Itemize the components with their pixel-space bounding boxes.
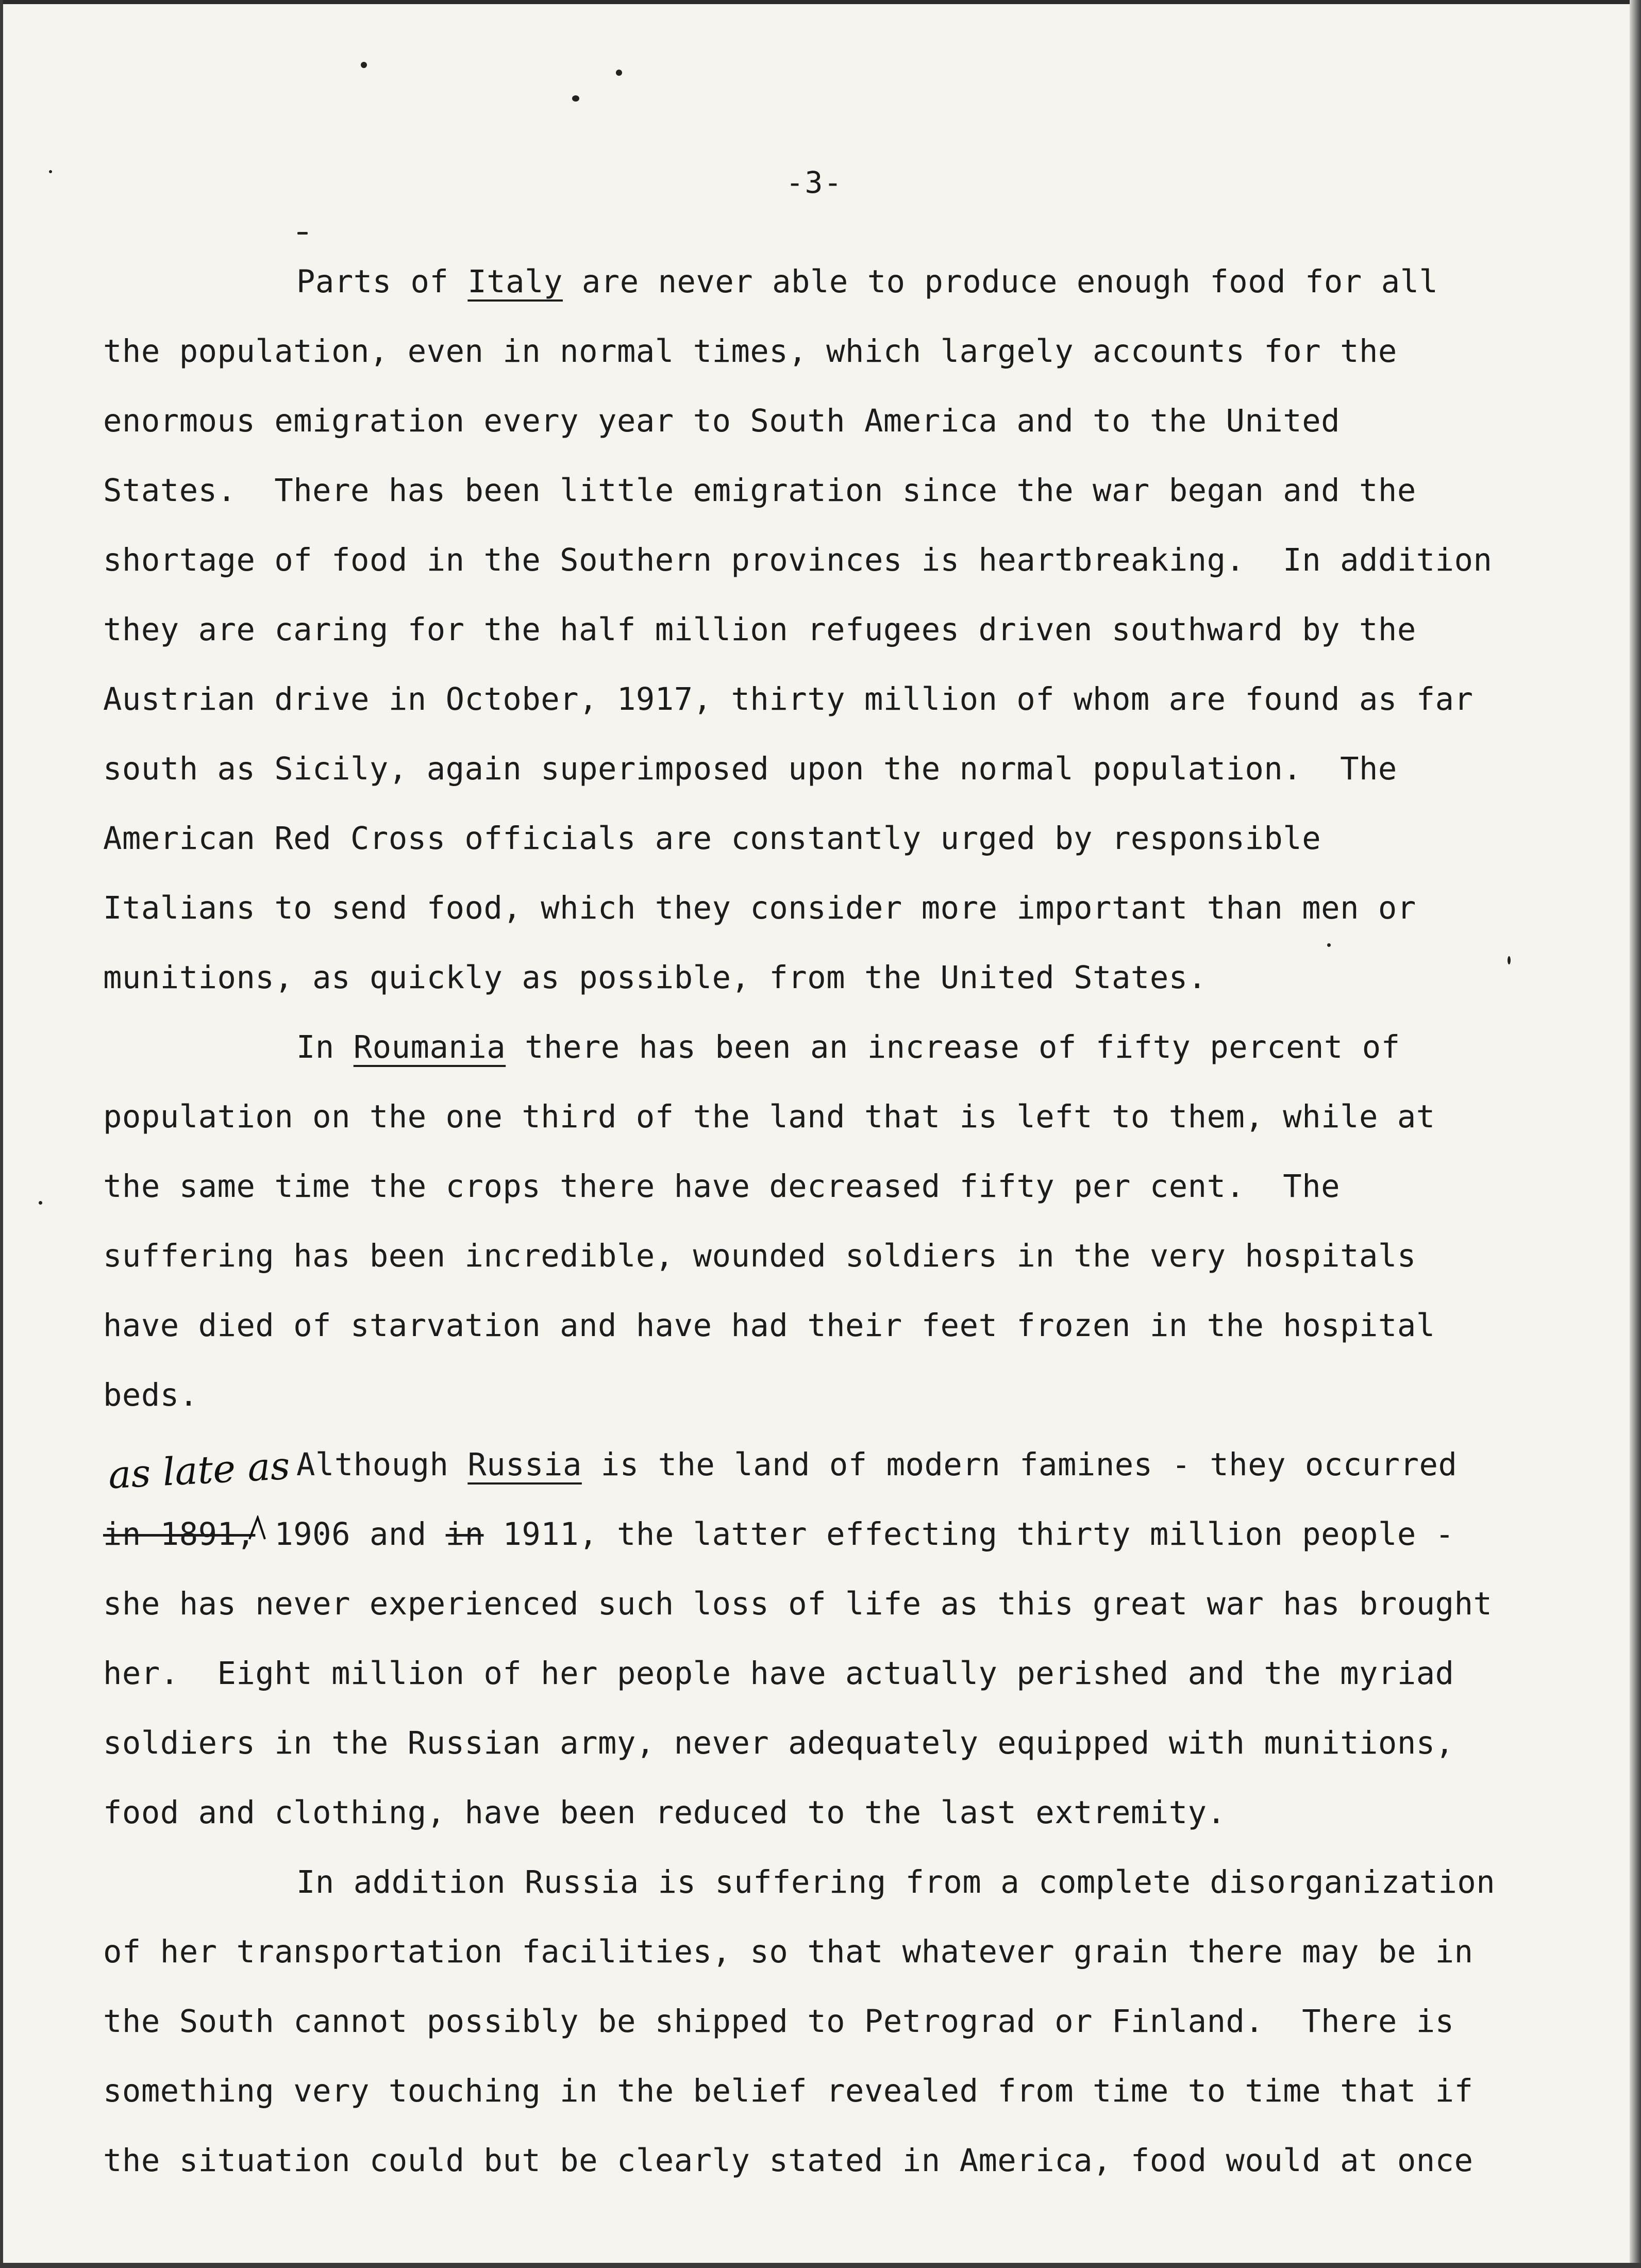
text-run: munitions, as quickly as possible, from the United States.: [103, 960, 1207, 996]
text-run: she has never experienced such loss of life as this great war has brought: [103, 1586, 1493, 1622]
text-run: the same time the crops there have decreased fifty per cent. The: [103, 1169, 1341, 1205]
text-line: [103, 735, 1546, 804]
underlined-country: Roumania: [353, 1029, 506, 1065]
text-line: [103, 1500, 1546, 1570]
scan-speck: [297, 232, 308, 235]
struck-text: in 1891,: [103, 1516, 256, 1553]
text-run: of her transportation facilities, so that whatever grain there may be in: [103, 1934, 1473, 1970]
text-line: [103, 665, 1546, 735]
text-line: [103, 595, 1546, 665]
text-run: 1906 and: [255, 1516, 446, 1553]
text-line: [103, 1917, 1546, 1987]
scan-border-left: [0, 0, 3, 2268]
scan-speck: [39, 1201, 42, 1205]
text-run: enormous emigration every year to South America and to the United: [103, 403, 1341, 439]
text-run: In addition Russia is suffering from a complete disorganization: [296, 1864, 1496, 1900]
text-run: soldiers in the Russian army, never adequately equipped with munitions,: [103, 1725, 1454, 1761]
paragraph-transport: [103, 1848, 1546, 2196]
text-line: [103, 1291, 1546, 1361]
text-run: Parts of: [296, 264, 468, 300]
text-run: American Red Cross officials are constantly urged by responsible: [103, 821, 1321, 857]
handwritten-insertion: as late as: [107, 1443, 291, 1498]
scan-speck: [572, 95, 579, 102]
text-run: her. Eight million of her people have actually perished and the myriad: [103, 1656, 1454, 1692]
text-line: [103, 1152, 1546, 1222]
text-run: the South cannot possibly be shipped to Petrograd or Finland. There is: [103, 2004, 1454, 2040]
paragraph-italy: [103, 247, 1546, 1013]
text-run: 1911, the latter effecting thirty million people -: [483, 1516, 1454, 1553]
text-line: [103, 1848, 1546, 1917]
text-line: [103, 456, 1546, 526]
text-run: food and clothing, have been reduced to the last extremity.: [103, 1795, 1226, 1831]
text-line: [103, 2126, 1546, 2196]
text-line: [103, 943, 1546, 1013]
scan-speck: [49, 170, 52, 173]
scan-speck: [361, 62, 367, 68]
text-line: [103, 387, 1546, 456]
document-body: [103, 247, 1546, 2196]
text-line: [103, 1639, 1546, 1709]
text-run: Although: [296, 1447, 468, 1483]
text-line: [103, 1430, 1546, 1500]
text-run: something very touching in the belief revealed from time to time that if: [103, 2073, 1473, 2109]
text-line: [103, 526, 1546, 595]
text-run: south as Sicily, again superimposed upon the normal population. The: [103, 751, 1397, 787]
scan-speck: [616, 70, 622, 76]
text-run: shortage of food in the Southern provinces is heartbreaking. In addition: [103, 542, 1493, 578]
scan-border-top: [0, 0, 1641, 4]
text-line: [103, 2057, 1546, 2126]
text-line: [103, 1361, 1546, 1430]
text-line: [103, 874, 1546, 943]
scan-border-right: [1630, 0, 1641, 2268]
text-line: [103, 804, 1546, 874]
text-run: the situation could but be clearly stated in America, food would at once: [103, 2143, 1473, 2179]
text-run: suffering has been incredible, wounded soldiers in the very hospitals: [103, 1238, 1416, 1274]
text-line: [103, 1013, 1546, 1082]
text-run: they are caring for the half million refugees driven southward by the: [103, 612, 1416, 648]
text-run: have died of starvation and have had their feet frozen in the hospital: [103, 1308, 1435, 1344]
underlined-country: Italy: [467, 264, 563, 300]
text-line: [103, 1082, 1546, 1152]
text-line: [103, 1570, 1546, 1639]
text-run: are never able to produce enough food for all: [562, 264, 1438, 300]
text-line: [103, 1987, 1546, 2057]
text-line: [103, 1709, 1546, 1778]
text-run: Austrian drive in October, 1917, thirty million of whom are found as far: [103, 681, 1473, 718]
struck-text: in: [445, 1516, 484, 1553]
text-run: Italians to send food, which they consider more important than men or: [103, 890, 1416, 926]
text-run: is the land of modern famines - they occurred: [581, 1447, 1458, 1483]
scan-border-bottom: [0, 2263, 1641, 2268]
text-run: States. There has been little emigration since the war began and the: [103, 473, 1416, 509]
text-line: [103, 247, 1546, 317]
text-run: In: [296, 1029, 354, 1065]
text-line: [103, 317, 1546, 387]
paragraph-russia: [103, 1430, 1546, 1848]
underlined-country: Russia: [467, 1447, 582, 1483]
text-run: beds.: [103, 1377, 198, 1413]
text-run: population on the one third of the land that is left to them, while at: [103, 1099, 1435, 1135]
insertion-caret-mark: [247, 1515, 268, 1541]
text-line: [103, 1778, 1546, 1848]
text-run: there has been an increase of fifty percent of: [506, 1029, 1400, 1065]
text-run: the population, even in normal times, which largely accounts for the: [103, 333, 1397, 370]
paragraph-roumania: [103, 1013, 1546, 1430]
text-line: [103, 1222, 1546, 1291]
page-number: -3-: [785, 165, 843, 200]
